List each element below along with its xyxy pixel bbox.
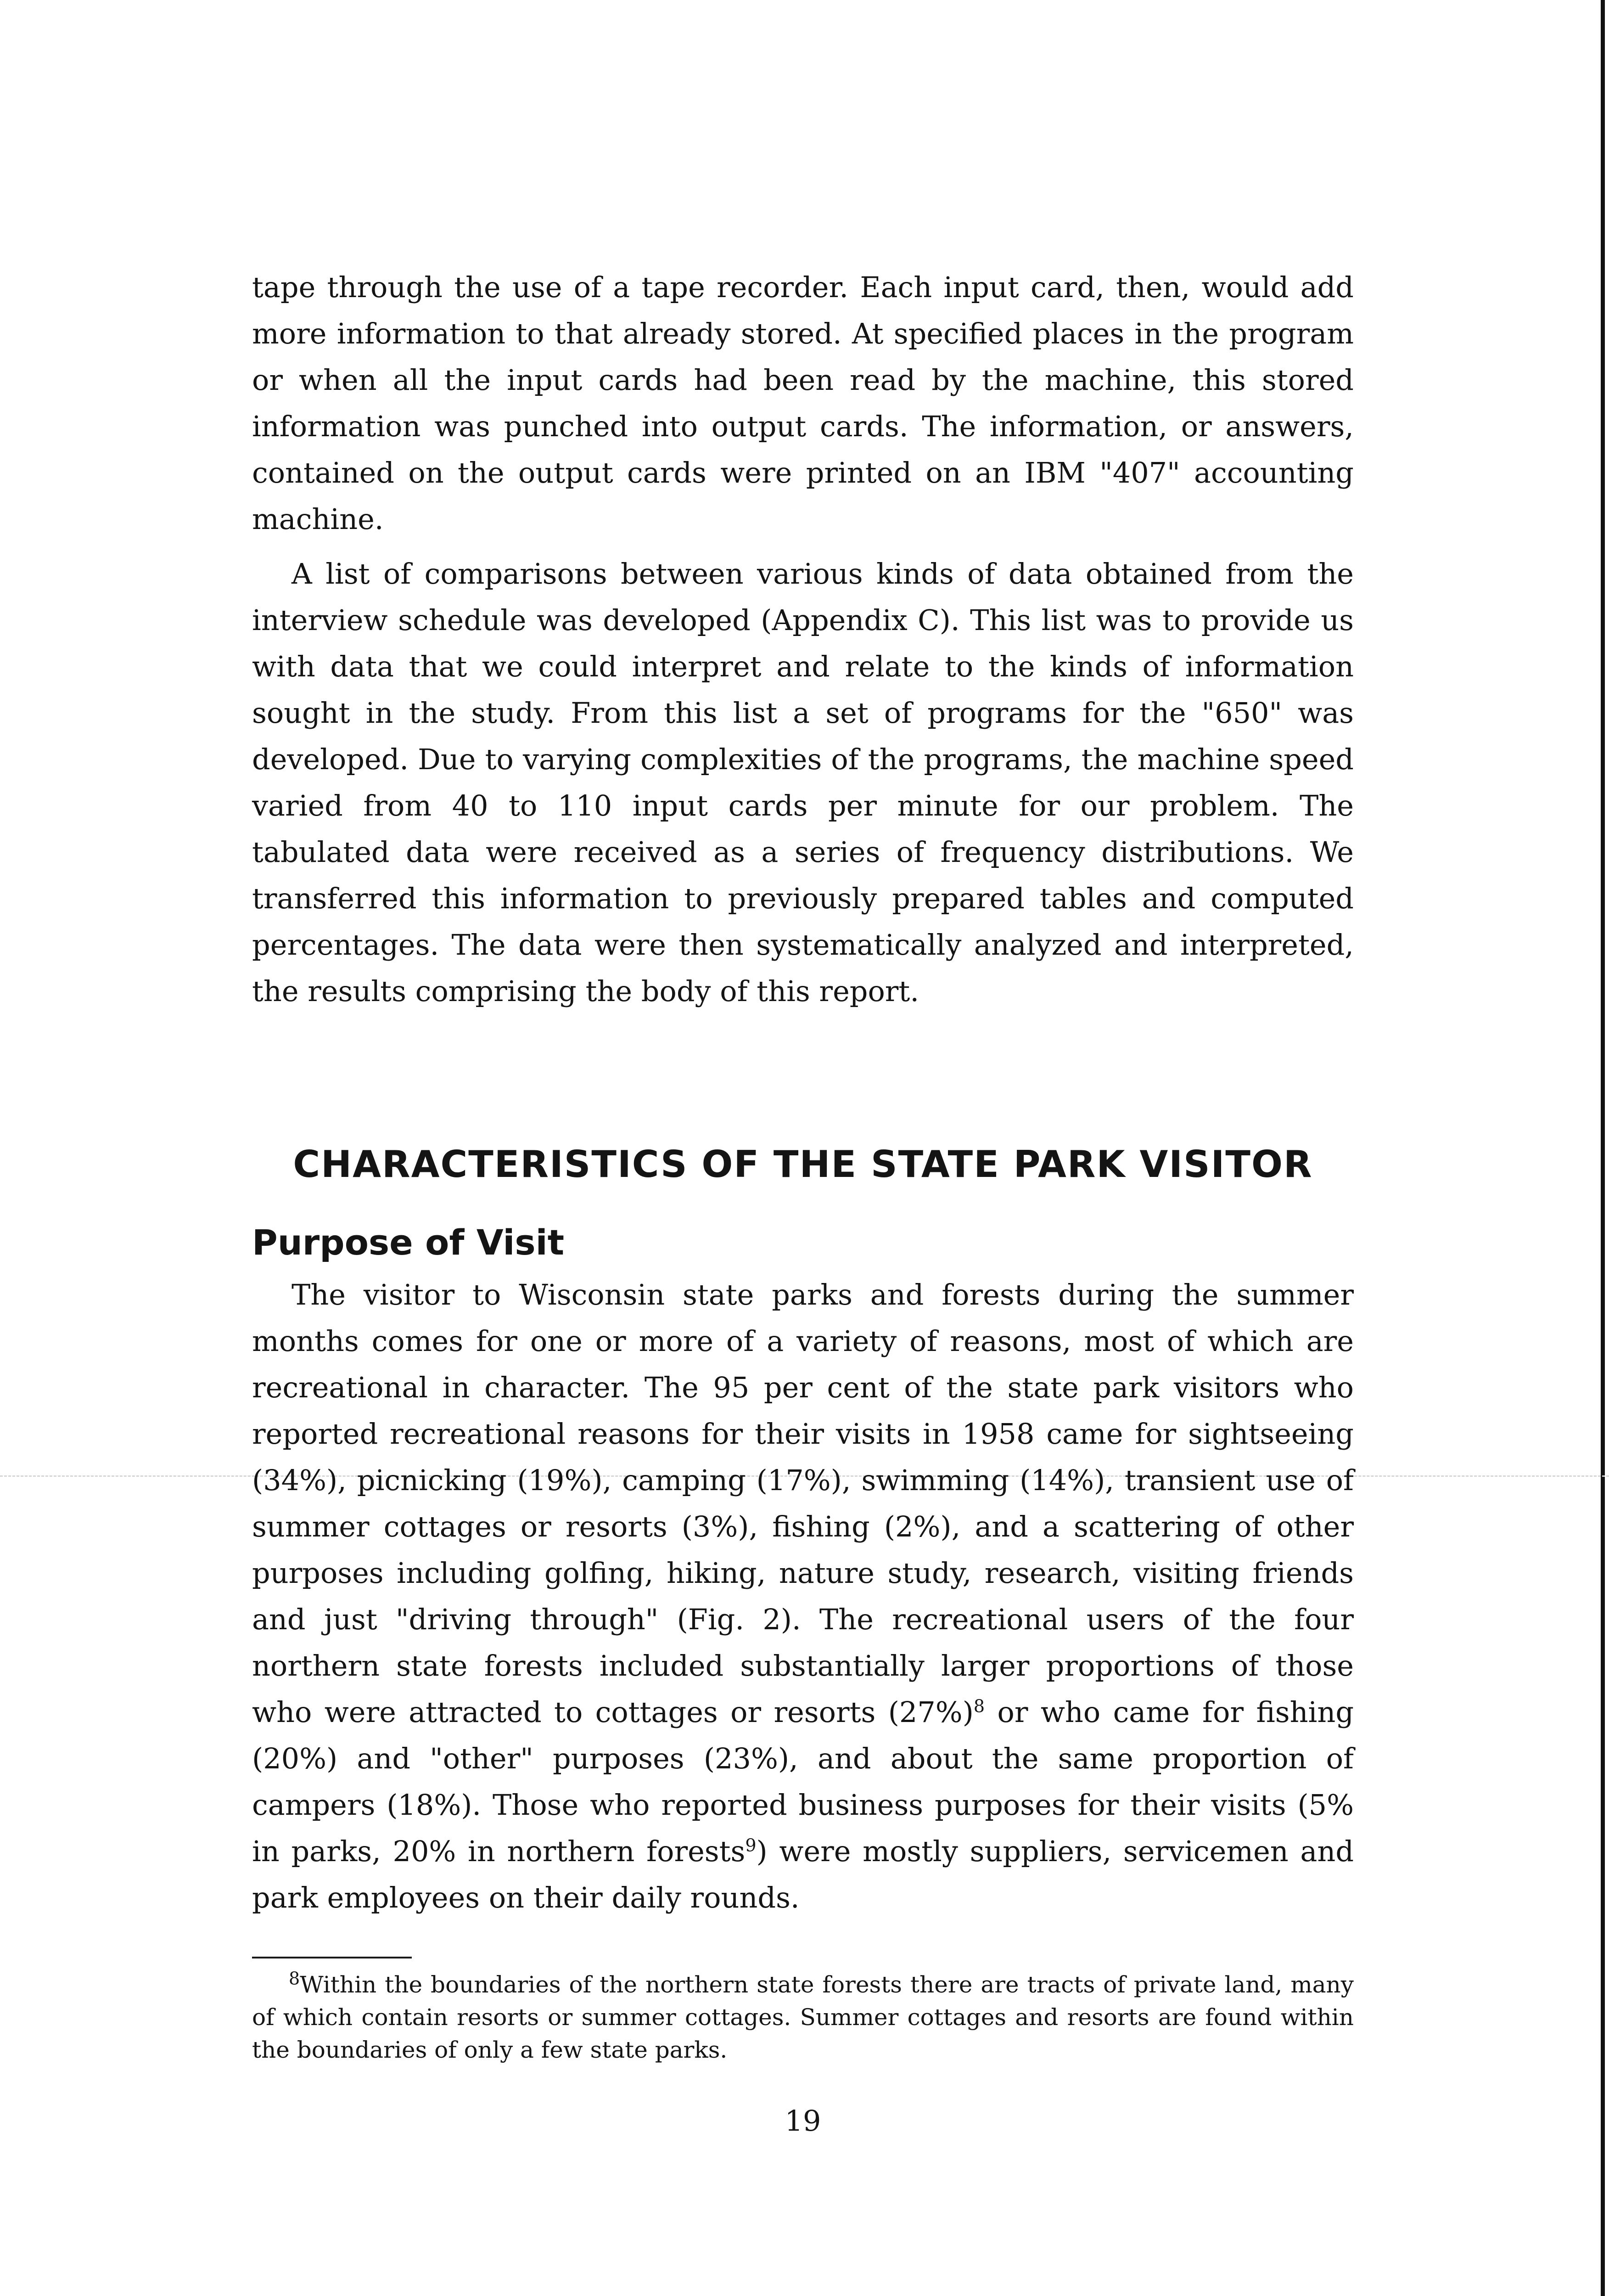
footnote-text: Within the boundaries of the northern state forests there are tracts of private land, many of which contain resorts or summer cottages. Summer cottages and resorts are found within the boundaries of only a few state parks. bbox=[252, 1971, 1354, 2063]
footnote-reference-9: 9 bbox=[745, 1835, 757, 1856]
paragraph-text-part-2: or who came for fishing (20%) and "other" purposes (23%), and about the same proportion of campers (18%). Those who reported business purposes for their visits (5% in parks, 20% in northern forests bbox=[252, 1695, 1354, 1868]
footnote-marker: 8 bbox=[289, 1968, 300, 1989]
paragraph-text-part-1: The visitor to Wisconsin state parks and forests during the summer months comes for one or more of a variety of reasons, most of which are recreational in character. The 95 per cent of the state park visitors who reported recreational reasons for their visits in 1958 came for sightseeing (34%), picnicking (19%), camping (17%), swimming (14%), transient use of summer cottages or resorts (3%), fishing (2%), and a scattering of other purposes including golfing, hiking, nature study, research, visiting friends and just "driving through" (Fig. 2). The recreational users of the four northern state forests included substantially larger proportions of those who were attracted to cottages or resorts (27%) bbox=[252, 1278, 1354, 1729]
footnote bbox=[252, 1969, 1354, 2066]
footnote-divider bbox=[252, 1957, 412, 1958]
page-number: 19 bbox=[785, 2104, 821, 2138]
body-paragraph-1: tape through the use of a tape recorder. Each input card, then, would add more information to that already stored. At specified places in the program or when all the input cards had been read by the machine, this stored information was punched into output cards. The information, or answers, contained on the output cards were printed on an IBM "407" accounting machine. bbox=[252, 270, 1354, 536]
section-heading: CHARACTERISTICS OF THE STATE PARK VISITOR bbox=[293, 1143, 1313, 1186]
paragraph-text-part-3: ) were mostly suppliers, servicemen and park employees on their daily rounds. bbox=[252, 1835, 1354, 1914]
footnote-reference-8: 8 bbox=[973, 1696, 985, 1716]
purpose-of-visit-paragraph bbox=[252, 1272, 1354, 1921]
page-content bbox=[252, 264, 1354, 2138]
subsection-heading: Purpose of Visit bbox=[252, 1222, 565, 1263]
body-paragraph-2: A list of comparisons between various kinds of data obtained from the interview schedule was developed (Appendix C). This list was to provide us with data that we could interpret and relate to the kinds of information sought in the study. From this list a set of programs for the "650" was developed. Due to varying complexities of the programs, the machine speed varied from 40 to 110 input cards per minute for our problem. The tabulated data were received as a series of frequency distributions. We transferred this information to previously prepared tables and computed percentages. The data were then systematically analyzed and interpreted, the results comprising the body of this report. bbox=[252, 557, 1354, 1008]
